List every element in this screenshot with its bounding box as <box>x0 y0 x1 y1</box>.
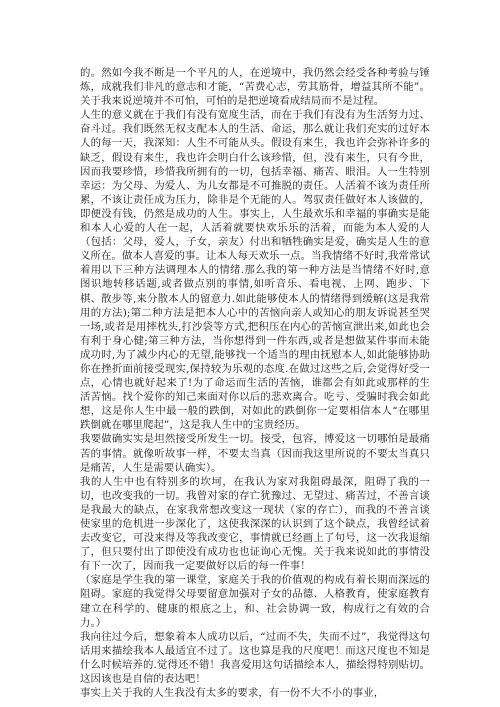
paragraph-acceptance: 我要做确实实是坦然接受所发生一切。接受，包容，博爱这一切哪怕是最痛苦的事情。就像听故事一样，不要太当真（因而我这里所说的不要太当真只是痛苦，人生是需要认确实）。 <box>80 433 430 474</box>
paragraph-family-education: （家庭是学生我的第一课堂，家庭关于我的价值观的构成有着长期而深远的阻碍。家庭的我觉得父母要留意加强对子女的品德、人格教育，使家庭教育建立在科学的、健康的根底之上，和、社会协调一致，构成行之有效的合力。） <box>80 574 430 629</box>
paragraph-family-hardship: 我的人生中也有特别多的坎坷，在我认为家对我阻碍最深，阻碍了我的一切，也改变我的一切。我曾对家的存亡犹豫过、无望过、痛苦过，不善言谈是我最大的缺点，在家我常想改变这一现状（家的存亡），而我的不善言谈使家里的危机进一步深化了，这使我深深的认识到了这个缺点，我曾经试着去改变它，可没来得及等我改变它，事情就已经画上了句号，这一次我退缩了，但只要付出了即使没有成功也也证询心无愧。关于我来说如此的事情没有下一次了，因而我一定要做好以后的每一件事！ <box>80 475 430 573</box>
paragraph-adversity: 的。然如今我不断是一个平凡的人，在逆境中，我仍然会经受各种考验与锤炼，成就我们非凡的意志和才能，“苦费心志，劳其筋骨，增益其所不能”。关于我来说逆境并不可怕，可怕的是把逆境看成结局而不是过程。 <box>80 67 430 108</box>
paragraph-meaning-of-life: 人生的意义就在于我们有没有宽度生活，而在于我们有没有为生活努力过、奋斗过。我们既然无权支配本人的生活、命运，那么就让我们充实的过好本人的每一天，我深知：人生不可能从头。假设有来生，我也许会弥补许多的缺乏，假设有来生，我也许会明白什么该珍惜，但，没有来生，只有今世，因而我要珍惜，珍惜我所拥有的一切，包括幸福、痛苦、眼泪。人一生特别幸运：为父母、为爱人、为儿女都是不可推脱的责任。人活着不该为责任所累，不该让责任成为压力，除非是个无能的人。驾驭责任做好本人该做的，即便没有钱，仍然是成功的人生。事实上，人生最欢乐和幸福的事确实是能和本人心爱的人在一起，人活着就要快欢乐乐的活着，而能为本人爱的人（包括：父母，爱人，子女，亲友）付出和牺牲确实是爱，确实是人生的意义所在。做本人喜爱的事。让本人每天欢乐一点。当我情绪不好时,我常常试着用以下三种方法调理本人的情绪.那么我的第一种方法是当情绪不好时,意图识地转移话题,或者做点别的事情,如听音乐、看电视、上网、跑步、下棋、散步等,来分散本人的留意力.如此能够使本人的情绪得到缓解(这是我常用的方法);第二种方法是把本人心中的苦恼向亲人或知心的朋友诉说甚至哭一场,或者是用摔枕头,打沙袋等方式,把积压在内心的苦恼宣泄出来,如此也会有利于身心健;第三种方法，当你想得到一件东西,或者是想做某件事而未能成功时,为了减少内心的无望,能够找一个适当的理由抚慰本人,如此能够协助你在挫折面前接受现实,保持较为乐观的态度.在做过这些之后,会觉得好受一点，心情也就好起来了!为了命运而生活的苦恼，谁都会有如此或那样的生活苦恼。找个爱你的知己来面对你以后的悲欢离合。吃亏、受骗时我会如此想，这是你人生中最一般的跌倒，对如此的跌倒你一定要相信本人“在哪里跌倒就在哪里爬起”，这是我人生中的宝贵经历。 <box>80 109 430 432</box>
paragraph-career: 事实上关于我的人生我没有太多的要求，有一份不大不小的事业， <box>80 687 385 700</box>
paragraph-future: 我向往过今后，想象着本人成功以后，“过而不失，失而不过”，我觉得这句话用来描绘我本人最适宜不过了。这也算是我的尺度吧！而这尺度也不知是什么时候培养的.觉得还不错！我喜爱用这句话描绘本人，描绘得特别贴切。这因该也是自信的表达吧！ <box>80 630 430 686</box>
